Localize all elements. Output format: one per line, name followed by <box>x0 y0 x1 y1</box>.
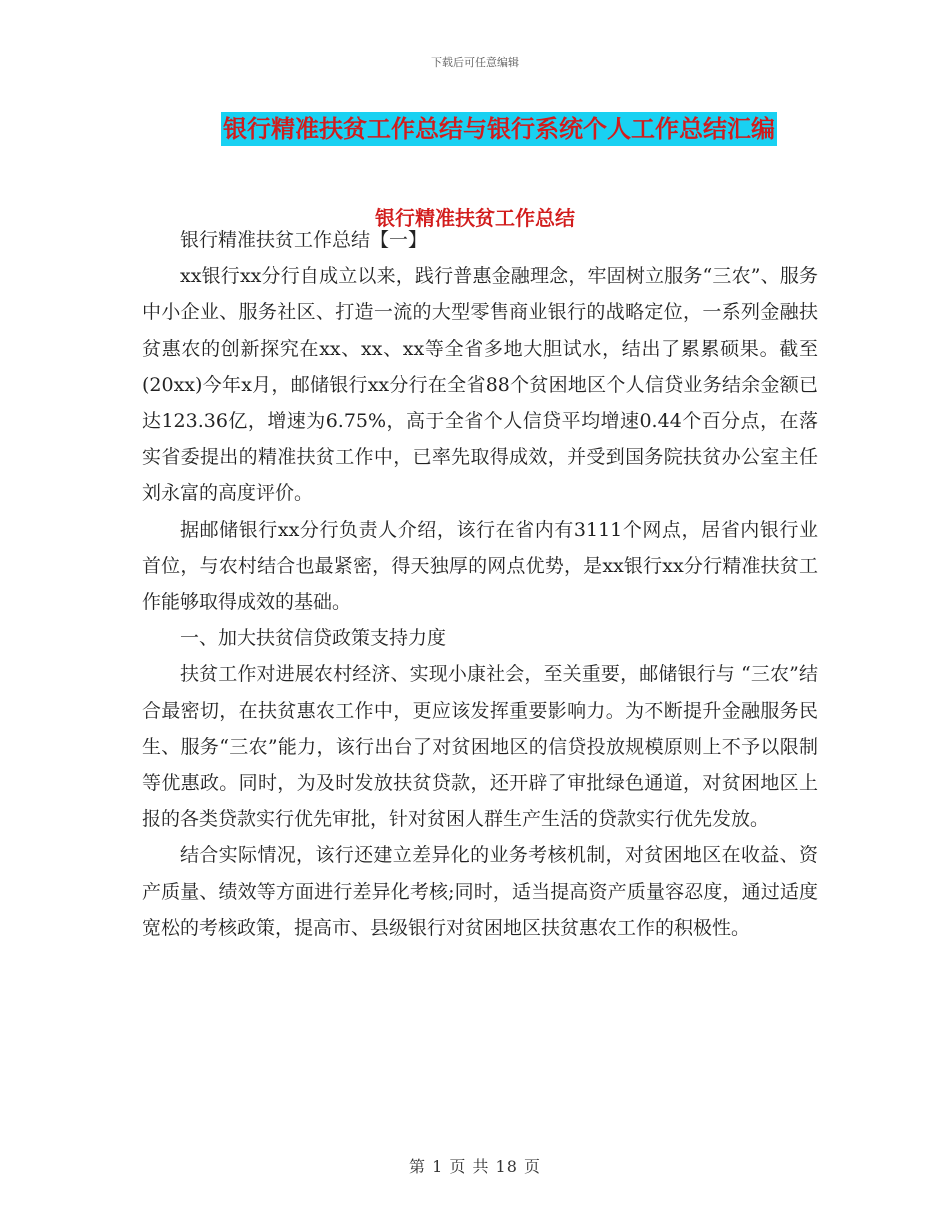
page-header-note: 下载后可任意编辑 <box>431 56 519 69</box>
main-title-container <box>0 112 950 146</box>
document-body <box>142 222 818 946</box>
paragraph: xx银行xx分行自成立以来，践行普惠金融理念，牢固树立服务“三农”、服务中小企业、服务社区、打造一流的大型零售商业银行的战略定位，一系列金融扶贫惠农的创新探究在xx、xx、xx等全省多地大胆试水，结出了累累硕果。截至(20xx)今年x月，邮储银行xx分行在全省88个贫困地区个人信贷业务结余金额已达123.36亿，增速为6.75%，高于全省个人信贷平均增速0.44个百分点，在落实省委提出的精准扶贫工作中，已率先取得成效，并受到国务院扶贫办公室主任刘永富的高度评价。 <box>142 265 818 505</box>
paragraph: 扶贫工作对进展农村经济、实现小康社会，至关重要，邮储银行与 “三农”结合最密切，在扶贫惠农工作中，更应该发挥重要影响力。为不断提升金融服务民生、服务“三农”能力，该行出台了对贫困地区的信贷投放规模原则上不予以限制等优惠政。同时，为及时发放扶贫贷款，还开辟了审批绿色通道，对贫困地区上报的各类贷款实行优先审批，针对贫困人群生产生活的贷款实行优先发放。 <box>142 663 818 831</box>
page-number-footer: 第 1 页 共 18 页 <box>409 1157 541 1176</box>
paragraph-subheading: 一、加大扶贫信贷政策支持力度 <box>180 627 447 650</box>
section-title: 银行精准扶贫工作总结 <box>375 206 575 230</box>
document-main-title: 银行精准扶贫工作总结与银行系统个人工作总结汇编 <box>221 112 777 146</box>
paragraph: 结合实际情况，该行还建立差异化的业务考核机制，对贫困地区在收益、资产质量、绩效等方面进行差异化考核;同时，适当提高资产质量容忍度，通过适度宽松的考核政策，提高市、县级银行对贫困地区扶贫惠农工作的积极性。 <box>142 844 818 939</box>
paragraph-heading-one: 银行精准扶贫工作总结【一】 <box>180 229 428 251</box>
paragraph: 据邮储银行xx分行负责人介绍，该行在省内有3111个网点，居省内银行业首位，与农村结合也最紧密，得天独厚的网点优势，是xx银行xx分行精准扶贫工作能够取得成效的基础。 <box>142 518 818 614</box>
